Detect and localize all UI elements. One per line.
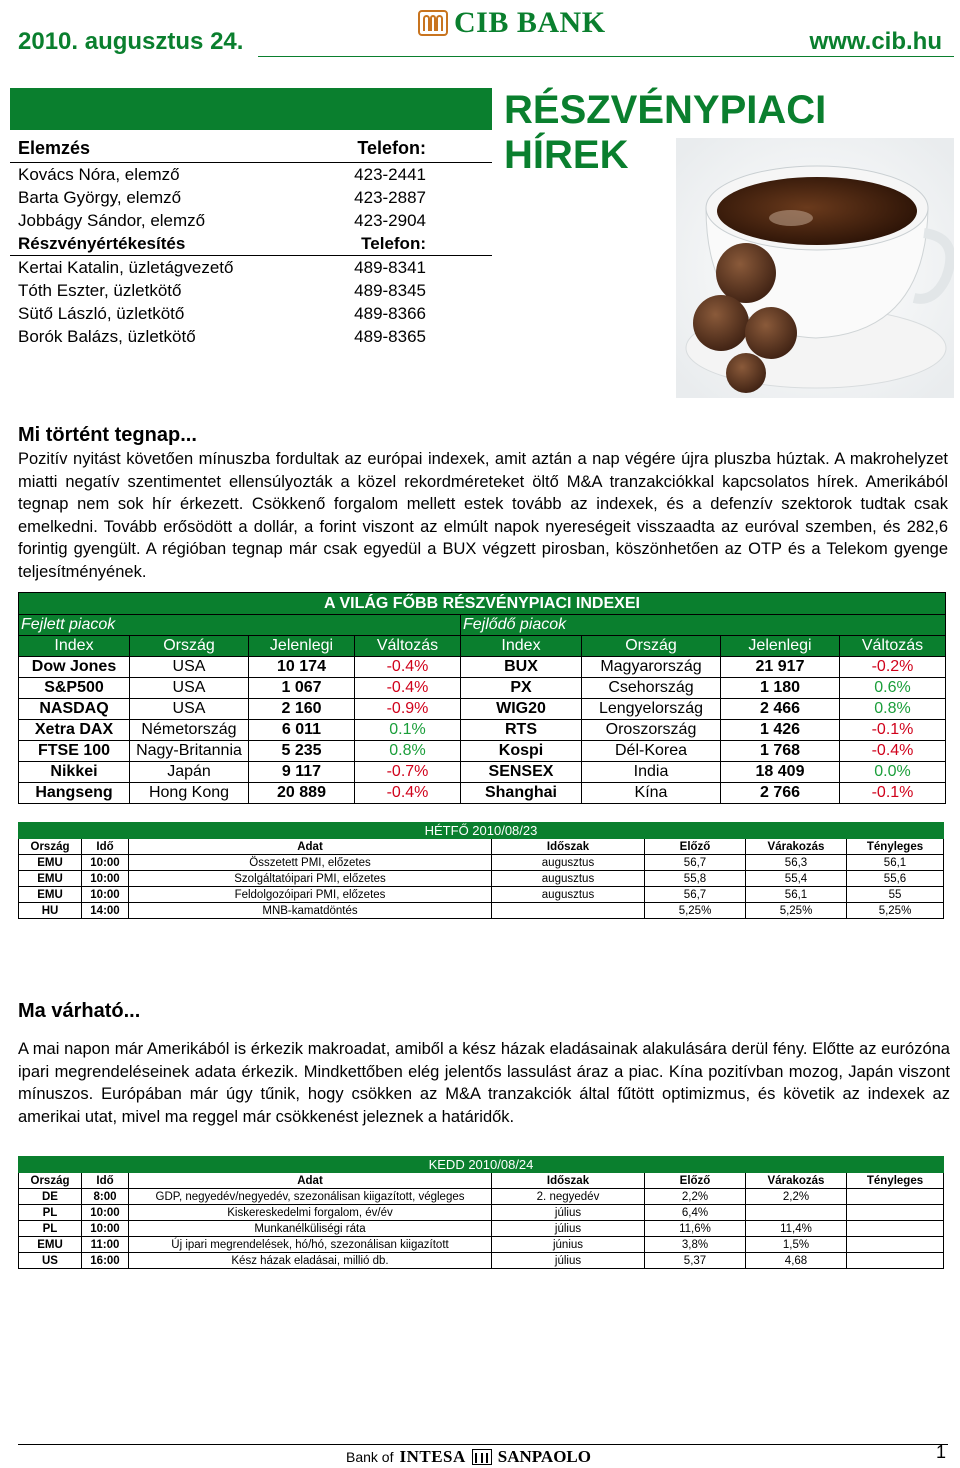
table-row	[19, 783, 946, 804]
monday-calendar-table	[18, 822, 944, 919]
cal-data: MNB-kamatdöntés	[129, 903, 492, 919]
contact-name: Jobbágy Sándor, elemző	[18, 211, 206, 230]
table-row	[19, 699, 946, 720]
tuesday-title-row	[19, 1157, 944, 1173]
table-row	[19, 762, 946, 783]
contact-phone: 489-8345	[354, 281, 426, 300]
col-header: Várakozás	[746, 839, 847, 855]
index-change: -0.4%	[355, 678, 461, 699]
monday-calendar-title: HÉTFŐ 2010/08/23	[19, 823, 944, 839]
index-current: 6 011	[249, 720, 355, 741]
col-header: Index	[461, 636, 582, 657]
tuesday-calendar-title: KEDD 2010/08/24	[19, 1157, 944, 1173]
cal-expected: 1,5%	[746, 1237, 847, 1253]
index-change: 0.8%	[840, 699, 946, 720]
index-name: Hangseng	[19, 783, 130, 804]
contact-row	[18, 163, 492, 186]
contact-phone: 489-8341	[354, 258, 426, 277]
cal-data: Kész házak eladásai, millió db.	[129, 1253, 492, 1269]
website-link[interactable]: www.cib.hu	[809, 28, 942, 55]
index-name: BUX	[461, 657, 582, 678]
index-table-body	[19, 657, 946, 804]
index-country: Kína	[582, 783, 721, 804]
cal-previous: 5,37	[645, 1253, 746, 1269]
cal-expected: 2,2%	[746, 1189, 847, 1205]
tuesday-header-row	[19, 1173, 944, 1189]
index-change: -0.1%	[840, 720, 946, 741]
emerging-markets-label: Fejlődő piacok	[461, 615, 946, 636]
table-row	[19, 1189, 944, 1205]
index-current: 1 180	[721, 678, 840, 699]
cal-data: Új ipari megrendelések, hó/hó, szezonálisan kiigazított	[129, 1237, 492, 1253]
contact-row	[18, 325, 492, 348]
contact-phone: 489-8366	[354, 304, 426, 323]
table-row	[19, 855, 944, 871]
index-table-title-row	[19, 593, 946, 615]
cal-actual	[847, 1221, 944, 1237]
cal-previous: 6,4%	[645, 1205, 746, 1221]
cal-country: EMU	[19, 1237, 82, 1253]
col-header: Jelenlegi	[249, 636, 355, 657]
cal-time: 11:00	[82, 1237, 129, 1253]
col-header: Várakozás	[746, 1173, 847, 1189]
index-country: USA	[130, 678, 249, 699]
cal-data: Feldolgozóipari PMI, előzetes	[129, 887, 492, 903]
report-date: 2010. augusztus 24.	[18, 28, 244, 55]
today-title: Ma várható...	[18, 1000, 141, 1022]
cal-expected: 4,68	[746, 1253, 847, 1269]
col-header: Tényleges	[847, 839, 944, 855]
col-header: Idő	[82, 839, 129, 855]
index-change: 0.1%	[355, 720, 461, 741]
cal-period: 2. negyedév	[492, 1189, 645, 1205]
cal-actual	[847, 1237, 944, 1253]
cal-actual	[847, 1205, 944, 1221]
index-change: 0.6%	[840, 678, 946, 699]
index-current: 21 917	[721, 657, 840, 678]
col-header: Idő	[82, 1173, 129, 1189]
index-current: 2 466	[721, 699, 840, 720]
yesterday-text: Pozitív nyitást követően mínuszba fordultak az európai indexek, amit aztán a nap végére újra pluszba húztak. A makrohelyzet miatti negatív szentimentet ellensúlyozták a közel rekordméreteket öltő M&A tranzakciókkal kapcsolatos hírek. Amerikából tegnap nem sok hír érkezett. Csökkenő forgalom mellett estek tovább az indexek, és a defenzív szektorok tudtak csak emelkedni. Tovább erősödött a dollár, a forint viszont az elmúlt napok nyereségeit visszaadta az euróval szemben, és 282,6 forintig gyengült. A régióban tegnap már csak egyedül a BUX végzett pirosban, köszönhetően az OTP és a Telekom gyenge teljesítményének.	[18, 450, 948, 581]
cal-country: HU	[19, 903, 82, 919]
cal-period: július	[492, 1221, 645, 1237]
table-row	[19, 720, 946, 741]
intesa-sanpaolo-logo	[346, 1447, 591, 1467]
contact-phone: 489-8365	[354, 327, 426, 346]
contact-row	[18, 279, 492, 302]
index-table-header	[19, 636, 946, 657]
cal-previous: 11,6%	[645, 1221, 746, 1237]
index-current: 10 174	[249, 657, 355, 678]
table-row	[19, 871, 944, 887]
index-change: -0.7%	[355, 762, 461, 783]
cal-previous: 56,7	[645, 855, 746, 871]
tuesday-calendar-table	[18, 1156, 944, 1269]
index-name: PX	[461, 678, 582, 699]
contact-phone: 423-2441	[354, 165, 426, 184]
cal-country: DE	[19, 1189, 82, 1205]
index-country: USA	[130, 699, 249, 720]
index-name: Dow Jones	[19, 657, 130, 678]
col-header: Tényleges	[847, 1173, 944, 1189]
index-country: Dél-Korea	[582, 741, 721, 762]
table-row	[19, 657, 946, 678]
table-row	[19, 678, 946, 699]
coffee-cup-image	[676, 138, 954, 398]
market-group-row	[19, 615, 946, 636]
index-current: 1 067	[249, 678, 355, 699]
cal-country: EMU	[19, 855, 82, 871]
index-name: NASDAQ	[19, 699, 130, 720]
cal-expected: 55,4	[746, 871, 847, 887]
cal-actual: 5,25%	[847, 903, 944, 919]
index-change: -0.4%	[355, 783, 461, 804]
index-current: 5 235	[249, 741, 355, 762]
col-header: Ország	[19, 1173, 82, 1189]
index-name: WIG20	[461, 699, 582, 720]
cib-logo-icon	[418, 10, 448, 36]
contact-name: Kovács Nóra, elemző	[18, 165, 180, 184]
table-row	[19, 1237, 944, 1253]
index-name: Nikkei	[19, 762, 130, 783]
col-header: Időszak	[492, 1173, 645, 1189]
index-current: 1 426	[721, 720, 840, 741]
cal-period	[492, 903, 645, 919]
index-current: 9 117	[249, 762, 355, 783]
contact-name: Kertai Katalin, üzletágvezető	[18, 258, 234, 277]
cal-previous: 3,8%	[645, 1237, 746, 1253]
index-name: RTS	[461, 720, 582, 741]
index-current: 18 409	[721, 762, 840, 783]
cal-period: július	[492, 1253, 645, 1269]
index-change: -0.1%	[840, 783, 946, 804]
cal-country: PL	[19, 1205, 82, 1221]
cal-expected	[746, 1205, 847, 1221]
footer-sanpaolo: SANPAOLO	[497, 1447, 591, 1466]
cal-actual: 55	[847, 887, 944, 903]
sales-title: Részvényértékesítés	[18, 234, 186, 253]
cal-time: 10:00	[82, 1205, 129, 1221]
bank-name: CIB BANK	[454, 6, 606, 39]
cal-data: Összetett PMI, előzetes	[129, 855, 492, 871]
cal-period: július	[492, 1205, 645, 1221]
index-table-title: A VILÁG FŐBB RÉSZVÉNYPIACI INDEXEI	[19, 593, 946, 615]
cal-data: GDP, negyedév/negyedév, szezonálisan kiigazított, végleges	[129, 1189, 492, 1205]
col-header: Változás	[840, 636, 946, 657]
index-country: Magyarország	[582, 657, 721, 678]
index-name: Xetra DAX	[19, 720, 130, 741]
analysis-phone-title: Telefon:	[357, 138, 426, 158]
sales-phone-title: Telefon:	[361, 234, 426, 253]
table-row	[19, 1253, 944, 1269]
cal-period: június	[492, 1237, 645, 1253]
monday-header-row	[19, 839, 944, 855]
cal-country: PL	[19, 1221, 82, 1237]
green-banner	[10, 88, 492, 130]
index-name: FTSE 100	[19, 741, 130, 762]
cal-previous: 2,2%	[645, 1189, 746, 1205]
table-row	[19, 903, 944, 919]
page-number: 1	[935, 1442, 946, 1462]
index-name: Shanghai	[461, 783, 582, 804]
cal-previous: 5,25%	[645, 903, 746, 919]
cal-time: 16:00	[82, 1253, 129, 1269]
col-header: Változás	[355, 636, 461, 657]
cal-period: augusztus	[492, 887, 645, 903]
cal-expected: 5,25%	[746, 903, 847, 919]
table-row	[19, 887, 944, 903]
contact-row	[18, 209, 492, 232]
index-country: Csehország	[582, 678, 721, 699]
cal-country: EMU	[19, 871, 82, 887]
developed-markets-label: Fejlett piacok	[19, 615, 461, 636]
cal-time: 10:00	[82, 1221, 129, 1237]
col-header: Előző	[645, 839, 746, 855]
contact-row	[18, 302, 492, 325]
index-change: -0.2%	[840, 657, 946, 678]
index-country: Japán	[130, 762, 249, 783]
footer-intesa: INTESA	[399, 1447, 466, 1466]
cal-time: 14:00	[82, 903, 129, 919]
col-header: Ország	[582, 636, 721, 657]
index-change: -0.9%	[355, 699, 461, 720]
monday-calendar-body	[19, 855, 944, 919]
cal-actual	[847, 1253, 944, 1269]
table-row	[19, 1205, 944, 1221]
cal-time: 10:00	[82, 855, 129, 871]
footer-divider	[18, 1444, 948, 1445]
cal-country: EMU	[19, 887, 82, 903]
index-country: Hong Kong	[130, 783, 249, 804]
cal-previous: 56,7	[645, 887, 746, 903]
cal-actual: 55,6	[847, 871, 944, 887]
today-text: A mai napon már Amerikából is érkezik makroadat, amiből a kész házak eladásainak alakulására derül fény. Előtte az eurózóna ipari megrendeléseinek adata érkezik. Mindkettőben elég jelentős lassulást áraz a piac. Kína pozitívban mozog, Japán viszont mínuszos. Európában már úgy tűnik, hogy csökken az M&A tranzakciók által fűtött optimizmus, és követik az indexek az amerikai utat, mivel ma reggel már csökkenést jeleznek a határidők.	[18, 1040, 950, 1126]
cal-actual: 56,1	[847, 855, 944, 871]
contact-name: Borók Balázs, üzletkötő	[18, 327, 196, 346]
contact-row	[18, 186, 492, 209]
sales-header	[18, 232, 492, 255]
index-current: 20 889	[249, 783, 355, 804]
table-row	[19, 741, 946, 762]
cal-data: Munkanélküliségi ráta	[129, 1221, 492, 1237]
index-change: -0.4%	[840, 741, 946, 762]
index-country: Németország	[130, 720, 249, 741]
cal-actual	[847, 1189, 944, 1205]
col-header: Időszak	[492, 839, 645, 855]
col-header: Adat	[129, 1173, 492, 1189]
sanpaolo-logo-icon	[472, 1449, 492, 1465]
contact-name: Tóth Eszter, üzletkötő	[18, 281, 182, 300]
col-header: Adat	[129, 839, 492, 855]
cal-data: Szolgáltatóipari PMI, előzetes	[129, 871, 492, 887]
col-header: Előző	[645, 1173, 746, 1189]
col-header: Jelenlegi	[721, 636, 840, 657]
page-title: RÉSZVÉNYPIACI HÍREK	[504, 88, 827, 177]
index-change: -0.4%	[355, 657, 461, 678]
cal-time: 10:00	[82, 887, 129, 903]
cib-bank-logo	[418, 6, 606, 40]
col-header: Ország	[19, 839, 82, 855]
index-name: SENSEX	[461, 762, 582, 783]
cal-expected: 56,3	[746, 855, 847, 871]
yesterday-title: Mi történt tegnap...	[18, 424, 197, 446]
col-header: Ország	[130, 636, 249, 657]
index-change: 0.0%	[840, 762, 946, 783]
cal-time: 8:00	[82, 1189, 129, 1205]
contact-row	[18, 256, 492, 279]
monday-title-row	[19, 823, 944, 839]
cal-period: augusztus	[492, 871, 645, 887]
index-country: USA	[130, 657, 249, 678]
cal-previous: 55,8	[645, 871, 746, 887]
cal-expected: 11,4%	[746, 1221, 847, 1237]
index-table	[18, 592, 946, 804]
cal-country: US	[19, 1253, 82, 1269]
index-current: 2 160	[249, 699, 355, 720]
table-row	[19, 1221, 944, 1237]
col-header: Index	[19, 636, 130, 657]
cal-period: augusztus	[492, 855, 645, 871]
index-change: 0.8%	[355, 741, 461, 762]
contact-phone: 423-2904	[354, 211, 426, 230]
cal-expected: 56,1	[746, 887, 847, 903]
index-current: 2 766	[721, 783, 840, 804]
tuesday-calendar-body	[19, 1189, 944, 1269]
index-country: Oroszország	[582, 720, 721, 741]
index-name: Kospi	[461, 741, 582, 762]
index-current: 1 768	[721, 741, 840, 762]
cal-data: Kiskereskedelmi forgalom, év/év	[129, 1205, 492, 1221]
index-country: Lengyelország	[582, 699, 721, 720]
header-divider	[258, 56, 954, 57]
contact-name: Barta György, elemző	[18, 188, 182, 207]
analysis-header	[18, 134, 492, 162]
index-country: India	[582, 762, 721, 783]
contacts-block	[18, 134, 492, 348]
cal-time: 10:00	[82, 871, 129, 887]
contact-phone: 423-2887	[354, 188, 426, 207]
index-country: Nagy-Britannia	[130, 741, 249, 762]
index-name: S&P500	[19, 678, 130, 699]
contact-name: Sütő László, üzletkötő	[18, 304, 185, 323]
footer-bank-of: Bank of	[346, 1449, 394, 1465]
analysis-title: Elemzés	[18, 138, 91, 158]
